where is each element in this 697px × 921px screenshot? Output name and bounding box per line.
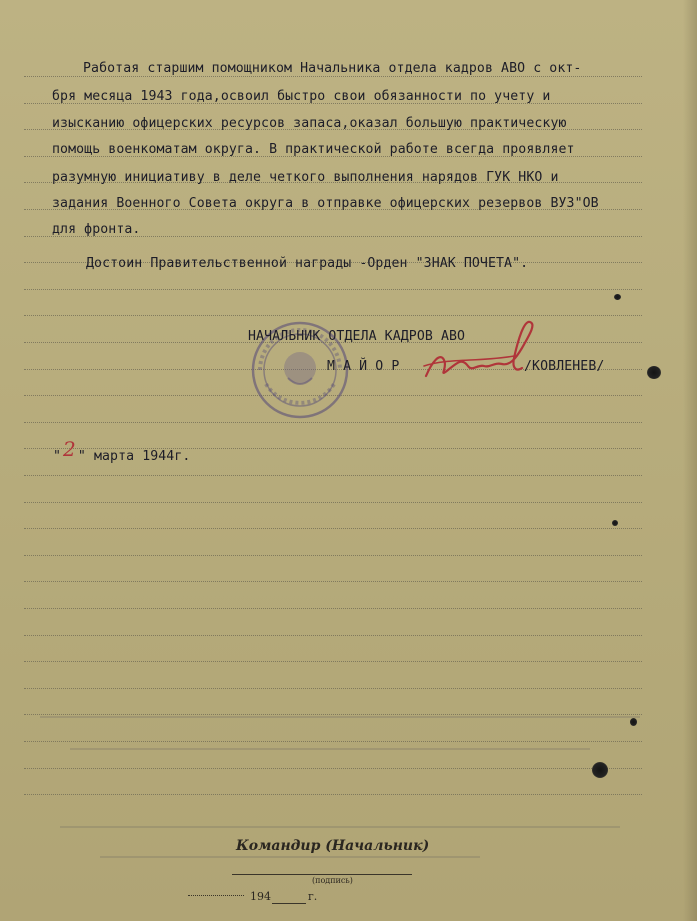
punch-hole <box>592 762 608 778</box>
bleed-through-text <box>60 826 620 828</box>
document-date <box>53 437 191 465</box>
ruled-line <box>24 661 642 662</box>
body-paragraph <box>0 0 697 260</box>
page-edge-shadow <box>683 0 697 921</box>
punch-hole <box>647 366 661 379</box>
paragraph-line: Работая старшим помощником Начальника отдела кадров АВО с окт- <box>83 61 582 76</box>
ruled-line <box>24 688 642 689</box>
date-month-year: " марта 1944г. <box>77 449 191 464</box>
ruled-line <box>24 768 642 769</box>
commander-label: Командир (Начальник) <box>236 838 430 854</box>
ruled-line <box>24 555 642 556</box>
date-day-handwritten: 2 <box>63 437 76 461</box>
paragraph-line: помощь военкоматам округа. В практической работе всегда проявляет <box>52 142 575 157</box>
handwritten-signature-icon <box>418 318 540 386</box>
signatory-position: НАЧАЛЬНИК ОТДЕЛА КАДРОВ АВО <box>248 329 466 344</box>
signature-line <box>232 874 412 875</box>
ruled-line <box>24 315 642 316</box>
ruled-line <box>24 635 642 636</box>
paragraph-line: изысканию офицерских ресурсов запаса,оказал большую практическую <box>52 116 567 131</box>
paper-speck <box>630 718 637 726</box>
bleed-through-text <box>100 856 480 858</box>
bleed-through-text <box>70 748 590 750</box>
paragraph-line: задания Военного Совета округа в отправке офицерских резервов ВУЗ"ОВ <box>52 196 599 211</box>
ruled-line <box>24 422 642 423</box>
signature-caption: (подпись) <box>312 876 353 885</box>
ruled-line <box>24 581 642 582</box>
signatory-rank: М А Й О Р <box>327 359 400 374</box>
ruled-line <box>24 741 642 742</box>
paragraph-line: бря месяца 1943 года,освоил быстро свои обязанности по учету и <box>52 89 551 104</box>
ruled-line <box>24 289 642 290</box>
paragraph-line: для фронта. <box>52 222 141 237</box>
ruled-line <box>24 528 642 529</box>
paper-speck <box>614 294 621 300</box>
bleed-through-text <box>40 716 640 718</box>
ruled-line <box>24 608 642 609</box>
day-blank-line <box>188 895 244 896</box>
date-open-quote: " <box>53 449 62 464</box>
paragraph-line: разумную инициативу в деле четкого выполнения нарядов ГУК НКО и <box>52 170 559 185</box>
year-suffix: г. <box>308 890 318 903</box>
award-recommendation: Достоин Правительственной награды -Орден "ЗНАК ПОЧЕТА". <box>86 256 529 271</box>
year-prefix: 194 <box>250 890 271 903</box>
signatory-name: /КОВЛЕНЕВ/ <box>524 359 605 374</box>
ruled-line <box>24 794 642 795</box>
year-blank-line <box>272 903 306 904</box>
paper-speck <box>612 520 618 526</box>
ruled-line <box>24 502 642 503</box>
ruled-line <box>24 475 642 476</box>
ruled-line <box>24 714 642 715</box>
